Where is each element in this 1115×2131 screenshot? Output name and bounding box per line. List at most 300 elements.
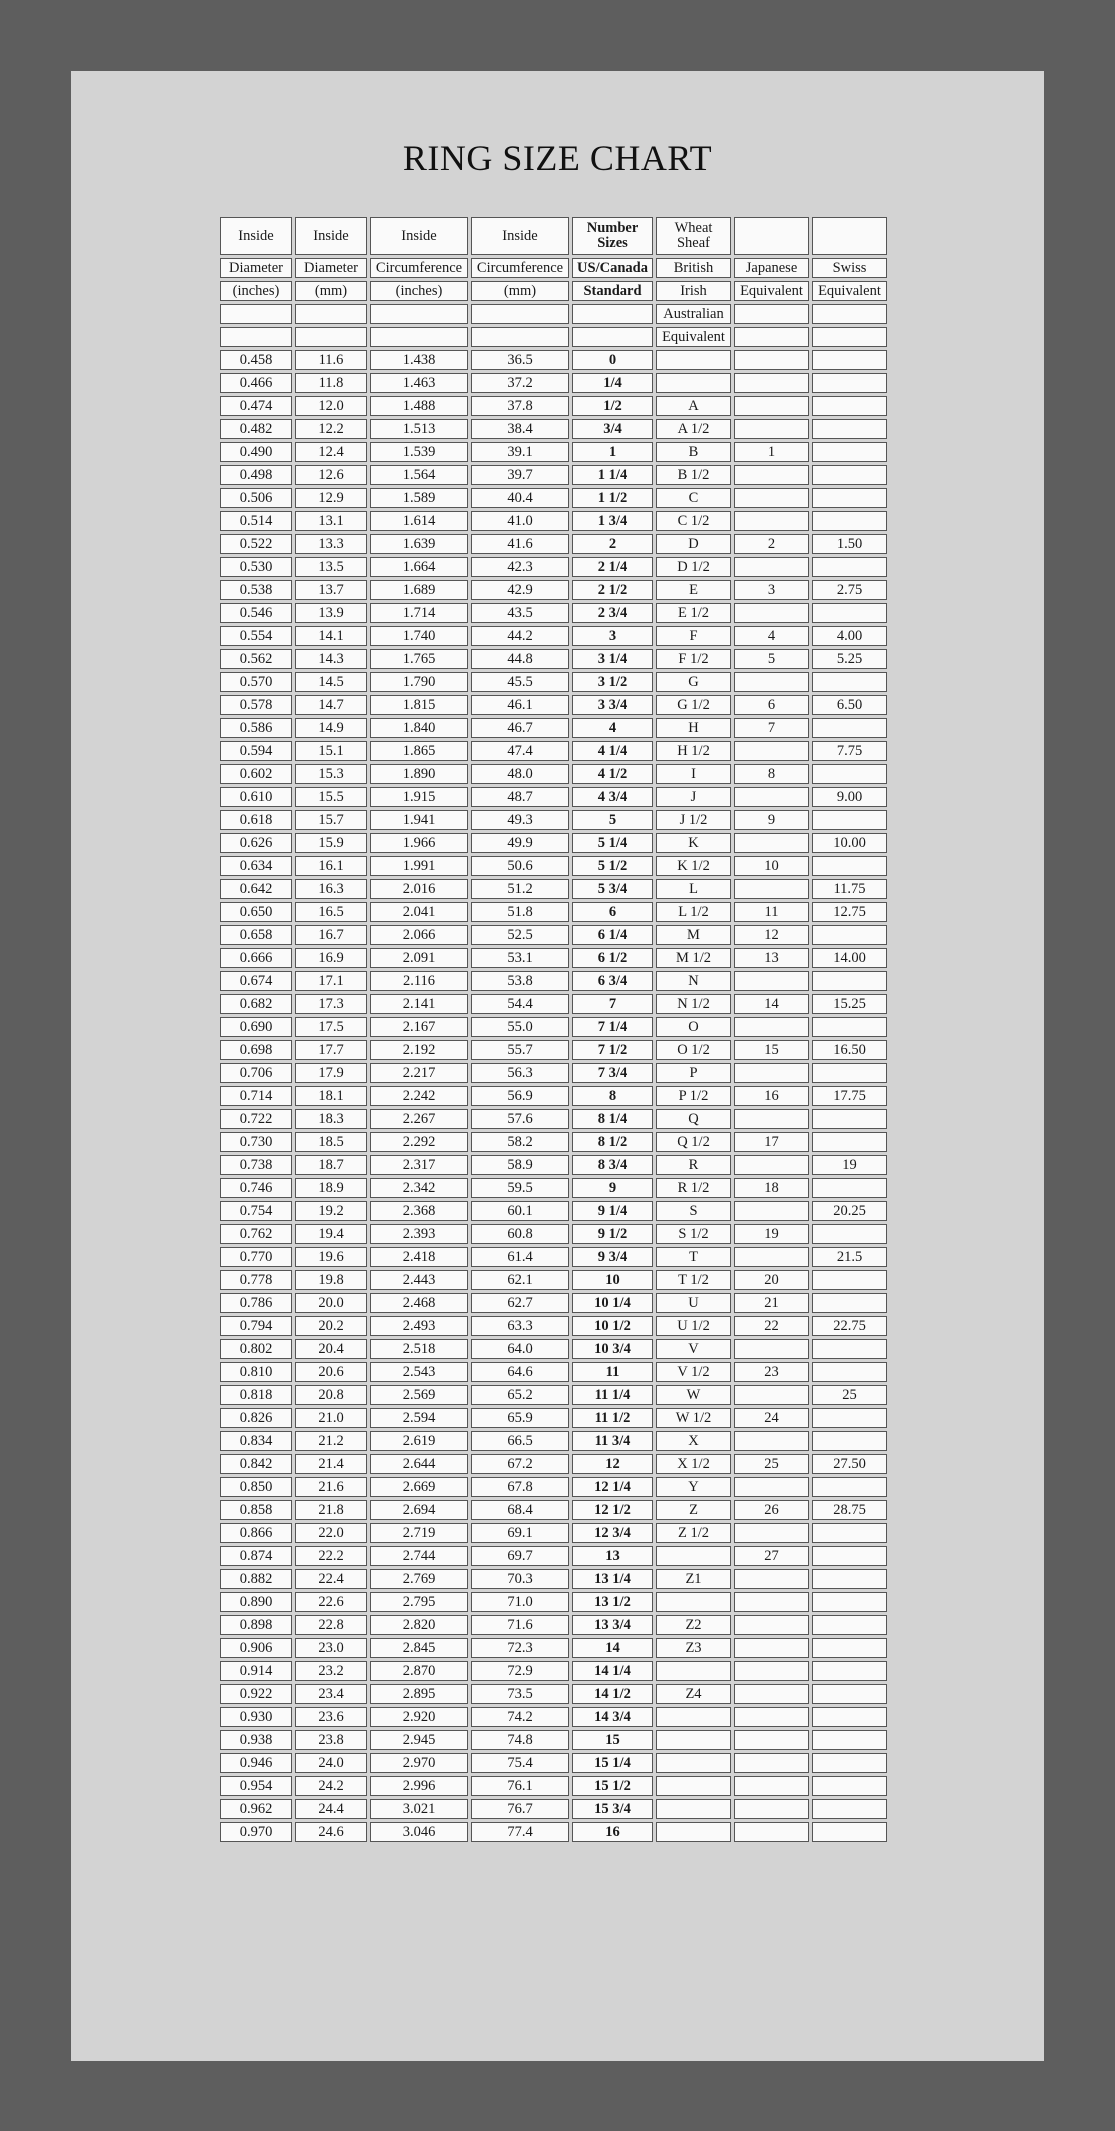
body-cell-us-canada: 1/2 <box>572 396 653 416</box>
body-cell-circumference-in: 2.769 <box>370 1569 468 1589</box>
body-cell-diameter-mm: 17.1 <box>295 971 367 991</box>
body-cell-circumference-in: 2.468 <box>370 1293 468 1313</box>
header-cell-japanese: Equivalent <box>734 281 809 301</box>
body-cell-circumference-in: 2.041 <box>370 902 468 922</box>
body-cell-circumference-in: 2.644 <box>370 1454 468 1474</box>
body-cell-us-canada: 13 <box>572 1546 653 1566</box>
body-cell-circumference-mm: 72.3 <box>471 1638 569 1658</box>
body-cell-swiss: 11.75 <box>812 879 887 899</box>
body-cell-circumference-mm: 65.9 <box>471 1408 569 1428</box>
body-cell-diameter-mm: 22.0 <box>295 1523 367 1543</box>
header-cell-circumference-mm: Circumference <box>471 258 569 278</box>
body-cell-diameter-in: 0.898 <box>220 1615 292 1635</box>
table-row <box>220 488 887 508</box>
body-cell-swiss <box>812 1753 887 1773</box>
body-cell-swiss <box>812 1661 887 1681</box>
body-cell-us-canada: 7 1/2 <box>572 1040 653 1060</box>
table-row <box>220 1638 887 1658</box>
header-cell-circumference-in <box>370 304 468 324</box>
body-cell-diameter-mm: 20.8 <box>295 1385 367 1405</box>
body-cell-swiss <box>812 603 887 623</box>
body-cell-diameter-mm: 12.9 <box>295 488 367 508</box>
body-cell-japanese <box>734 1155 809 1175</box>
body-cell-swiss <box>812 1546 887 1566</box>
body-cell-circumference-mm: 64.6 <box>471 1362 569 1382</box>
body-cell-circumference-in: 2.594 <box>370 1408 468 1428</box>
header-cell-circumference-in: Inside <box>370 217 468 255</box>
body-cell-diameter-mm: 14.3 <box>295 649 367 669</box>
body-cell-circumference-mm: 39.1 <box>471 442 569 462</box>
table-row <box>220 879 887 899</box>
table-row <box>220 833 887 853</box>
table-row <box>220 1523 887 1543</box>
body-cell-diameter-in: 0.634 <box>220 856 292 876</box>
body-cell-diameter-in: 0.506 <box>220 488 292 508</box>
body-cell-japanese <box>734 1477 809 1497</box>
body-cell-diameter-mm: 16.9 <box>295 948 367 968</box>
body-cell-japanese: 4 <box>734 626 809 646</box>
body-cell-japanese: 22 <box>734 1316 809 1336</box>
header-cell-us-canada: Standard <box>572 281 653 301</box>
header-cell-circumference-mm: (mm) <box>471 281 569 301</box>
table-row <box>220 1776 887 1796</box>
body-cell-diameter-mm: 14.9 <box>295 718 367 738</box>
body-cell-british: Z4 <box>656 1684 731 1704</box>
body-cell-circumference-in: 2.192 <box>370 1040 468 1060</box>
body-cell-japanese: 7 <box>734 718 809 738</box>
header-cell-us-canada: Number Sizes <box>572 217 653 255</box>
body-cell-us-canada: 2 1/4 <box>572 557 653 577</box>
ring-size-table <box>217 214 890 1845</box>
body-cell-japanese <box>734 1661 809 1681</box>
body-cell-swiss <box>812 1569 887 1589</box>
body-cell-circumference-mm: 38.4 <box>471 419 569 439</box>
body-cell-diameter-in: 0.586 <box>220 718 292 738</box>
body-cell-us-canada: 15 3/4 <box>572 1799 653 1819</box>
body-cell-us-canada: 6 <box>572 902 653 922</box>
body-cell-british: B <box>656 442 731 462</box>
body-cell-us-canada: 14 1/2 <box>572 1684 653 1704</box>
header-cell-japanese <box>734 217 809 255</box>
body-cell-circumference-mm: 44.2 <box>471 626 569 646</box>
body-cell-us-canada: 3 1/4 <box>572 649 653 669</box>
body-cell-circumference-in: 2.393 <box>370 1224 468 1244</box>
body-cell-diameter-mm: 23.6 <box>295 1707 367 1727</box>
body-cell-diameter-in: 0.938 <box>220 1730 292 1750</box>
body-cell-british <box>656 1753 731 1773</box>
body-cell-us-canada: 12 1/4 <box>572 1477 653 1497</box>
body-cell-circumference-in: 2.493 <box>370 1316 468 1336</box>
body-cell-japanese: 17 <box>734 1132 809 1152</box>
body-cell-diameter-mm: 21.8 <box>295 1500 367 1520</box>
body-cell-diameter-mm: 14.5 <box>295 672 367 692</box>
body-cell-british <box>656 373 731 393</box>
table-row <box>220 557 887 577</box>
body-cell-japanese <box>734 511 809 531</box>
body-cell-circumference-mm: 53.8 <box>471 971 569 991</box>
body-cell-circumference-in: 2.895 <box>370 1684 468 1704</box>
body-cell-japanese <box>734 1707 809 1727</box>
table-row <box>220 534 887 554</box>
header-cell-circumference-in: Circumference <box>370 258 468 278</box>
body-cell-diameter-in: 0.922 <box>220 1684 292 1704</box>
body-cell-japanese <box>734 879 809 899</box>
body-cell-swiss <box>812 718 887 738</box>
body-cell-us-canada: 10 3/4 <box>572 1339 653 1359</box>
body-cell-diameter-in: 0.570 <box>220 672 292 692</box>
body-cell-swiss: 19 <box>812 1155 887 1175</box>
body-cell-circumference-mm: 72.9 <box>471 1661 569 1681</box>
table-row <box>220 1063 887 1083</box>
body-cell-us-canada: 5 <box>572 810 653 830</box>
body-cell-diameter-in: 0.778 <box>220 1270 292 1290</box>
body-cell-circumference-in: 2.719 <box>370 1523 468 1543</box>
body-cell-circumference-in: 1.915 <box>370 787 468 807</box>
body-cell-circumference-in: 2.167 <box>370 1017 468 1037</box>
body-cell-diameter-in: 0.746 <box>220 1178 292 1198</box>
body-cell-british <box>656 1822 731 1842</box>
body-cell-diameter-mm: 13.9 <box>295 603 367 623</box>
body-cell-diameter-mm: 20.0 <box>295 1293 367 1313</box>
body-cell-us-canada: 2 <box>572 534 653 554</box>
header-cell-british: Equivalent <box>656 327 731 347</box>
body-cell-british: E 1/2 <box>656 603 731 623</box>
table-row <box>220 1132 887 1152</box>
body-cell-diameter-in: 0.610 <box>220 787 292 807</box>
table-row <box>220 603 887 623</box>
body-cell-british <box>656 350 731 370</box>
body-cell-japanese: 6 <box>734 695 809 715</box>
body-cell-diameter-mm: 19.2 <box>295 1201 367 1221</box>
body-cell-us-canada: 6 1/2 <box>572 948 653 968</box>
body-cell-diameter-in: 0.738 <box>220 1155 292 1175</box>
table-row <box>220 1730 887 1750</box>
header-cell-us-canada <box>572 304 653 324</box>
body-cell-circumference-mm: 71.6 <box>471 1615 569 1635</box>
body-cell-diameter-in: 0.914 <box>220 1661 292 1681</box>
body-cell-diameter-in: 0.490 <box>220 442 292 462</box>
table-row <box>220 373 887 393</box>
body-cell-swiss <box>812 1707 887 1727</box>
body-cell-diameter-in: 0.546 <box>220 603 292 623</box>
body-cell-diameter-in: 0.562 <box>220 649 292 669</box>
table-row <box>220 856 887 876</box>
body-cell-japanese <box>734 465 809 485</box>
body-cell-circumference-in: 1.765 <box>370 649 468 669</box>
header-cell-british: Wheat Sheaf <box>656 217 731 255</box>
body-cell-japanese <box>734 1730 809 1750</box>
body-cell-circumference-in: 2.543 <box>370 1362 468 1382</box>
body-cell-circumference-in: 1.941 <box>370 810 468 830</box>
body-cell-circumference-in: 2.518 <box>370 1339 468 1359</box>
body-cell-diameter-in: 0.498 <box>220 465 292 485</box>
body-cell-circumference-in: 2.744 <box>370 1546 468 1566</box>
table-row <box>220 1293 887 1313</box>
body-cell-diameter-mm: 12.4 <box>295 442 367 462</box>
body-cell-diameter-mm: 18.5 <box>295 1132 367 1152</box>
table-row <box>220 1385 887 1405</box>
body-cell-japanese <box>734 1339 809 1359</box>
body-cell-british: H <box>656 718 731 738</box>
body-cell-circumference-mm: 55.7 <box>471 1040 569 1060</box>
body-cell-diameter-in: 0.882 <box>220 1569 292 1589</box>
body-cell-british: H 1/2 <box>656 741 731 761</box>
body-cell-circumference-mm: 41.6 <box>471 534 569 554</box>
body-cell-circumference-mm: 60.8 <box>471 1224 569 1244</box>
body-cell-diameter-in: 0.682 <box>220 994 292 1014</box>
body-cell-diameter-mm: 19.6 <box>295 1247 367 1267</box>
body-cell-british: B 1/2 <box>656 465 731 485</box>
body-cell-circumference-in: 3.046 <box>370 1822 468 1842</box>
body-cell-diameter-mm: 20.2 <box>295 1316 367 1336</box>
body-cell-british: F <box>656 626 731 646</box>
body-cell-diameter-mm: 15.9 <box>295 833 367 853</box>
body-cell-diameter-in: 0.602 <box>220 764 292 784</box>
body-cell-us-canada: 14 1/4 <box>572 1661 653 1681</box>
body-cell-diameter-mm: 22.2 <box>295 1546 367 1566</box>
body-cell-us-canada: 3 3/4 <box>572 695 653 715</box>
body-cell-british: P 1/2 <box>656 1086 731 1106</box>
body-cell-swiss <box>812 1362 887 1382</box>
body-cell-swiss <box>812 350 887 370</box>
body-cell-diameter-mm: 15.7 <box>295 810 367 830</box>
body-cell-circumference-mm: 43.5 <box>471 603 569 623</box>
body-cell-japanese <box>734 1063 809 1083</box>
body-cell-us-canada: 11 1/4 <box>572 1385 653 1405</box>
body-cell-diameter-in: 0.802 <box>220 1339 292 1359</box>
body-cell-swiss <box>812 810 887 830</box>
body-cell-japanese <box>734 350 809 370</box>
body-cell-japanese <box>734 1615 809 1635</box>
body-cell-swiss <box>812 1615 887 1635</box>
body-cell-swiss <box>812 1109 887 1129</box>
body-cell-japanese <box>734 1201 809 1221</box>
body-cell-japanese: 3 <box>734 580 809 600</box>
header-cell-swiss <box>812 327 887 347</box>
body-cell-circumference-mm: 42.9 <box>471 580 569 600</box>
body-cell-circumference-in: 2.292 <box>370 1132 468 1152</box>
body-cell-circumference-in: 2.694 <box>370 1500 468 1520</box>
body-cell-us-canada: 5 3/4 <box>572 879 653 899</box>
body-cell-circumference-in: 2.317 <box>370 1155 468 1175</box>
body-cell-swiss: 9.00 <box>812 787 887 807</box>
body-cell-diameter-mm: 17.3 <box>295 994 367 1014</box>
table-row <box>220 1569 887 1589</box>
body-cell-diameter-mm: 22.6 <box>295 1592 367 1612</box>
body-cell-us-canada: 7 <box>572 994 653 1014</box>
body-cell-japanese: 19 <box>734 1224 809 1244</box>
body-cell-swiss <box>812 856 887 876</box>
body-cell-diameter-mm: 23.2 <box>295 1661 367 1681</box>
body-cell-british: K <box>656 833 731 853</box>
table-row <box>220 1270 887 1290</box>
body-cell-circumference-in: 1.790 <box>370 672 468 692</box>
body-cell-us-canada: 4 1/2 <box>572 764 653 784</box>
body-cell-british: R 1/2 <box>656 1178 731 1198</box>
body-cell-diameter-mm: 15.3 <box>295 764 367 784</box>
body-cell-circumference-mm: 69.1 <box>471 1523 569 1543</box>
body-cell-circumference-mm: 74.8 <box>471 1730 569 1750</box>
body-cell-british: V <box>656 1339 731 1359</box>
body-cell-swiss: 16.50 <box>812 1040 887 1060</box>
body-cell-diameter-in: 0.578 <box>220 695 292 715</box>
body-cell-circumference-mm: 62.7 <box>471 1293 569 1313</box>
body-cell-us-canada: 5 1/4 <box>572 833 653 853</box>
header-row <box>220 304 887 324</box>
body-cell-japanese <box>734 672 809 692</box>
body-cell-circumference-mm: 62.1 <box>471 1270 569 1290</box>
body-cell-swiss <box>812 1730 887 1750</box>
body-cell-diameter-in: 0.482 <box>220 419 292 439</box>
table-row <box>220 1362 887 1382</box>
body-cell-circumference-in: 2.418 <box>370 1247 468 1267</box>
body-cell-us-canada: 3 <box>572 626 653 646</box>
body-cell-us-canada: 13 1/2 <box>572 1592 653 1612</box>
body-cell-swiss: 27.50 <box>812 1454 887 1474</box>
body-cell-british: F 1/2 <box>656 649 731 669</box>
table-row <box>220 1339 887 1359</box>
header-cell-diameter-in: Diameter <box>220 258 292 278</box>
body-cell-british: O 1/2 <box>656 1040 731 1060</box>
body-cell-diameter-mm: 23.0 <box>295 1638 367 1658</box>
table-row <box>220 1178 887 1198</box>
body-cell-british: N <box>656 971 731 991</box>
body-cell-swiss <box>812 1523 887 1543</box>
body-cell-circumference-mm: 36.5 <box>471 350 569 370</box>
body-cell-diameter-in: 0.554 <box>220 626 292 646</box>
table-row <box>220 626 887 646</box>
header-cell-diameter-mm <box>295 304 367 324</box>
body-cell-british: Z3 <box>656 1638 731 1658</box>
body-cell-japanese <box>734 1822 809 1842</box>
body-cell-us-canada: 9 <box>572 1178 653 1198</box>
body-cell-circumference-in: 1.714 <box>370 603 468 623</box>
body-cell-circumference-mm: 56.3 <box>471 1063 569 1083</box>
body-cell-us-canada: 4 3/4 <box>572 787 653 807</box>
table-row <box>220 350 887 370</box>
body-cell-circumference-mm: 70.3 <box>471 1569 569 1589</box>
body-cell-circumference-mm: 54.4 <box>471 994 569 1014</box>
body-cell-swiss <box>812 1408 887 1428</box>
body-cell-swiss <box>812 764 887 784</box>
body-cell-us-canada: 15 1/2 <box>572 1776 653 1796</box>
body-cell-swiss: 17.75 <box>812 1086 887 1106</box>
body-cell-us-canada: 5 1/2 <box>572 856 653 876</box>
body-cell-us-canada: 10 1/4 <box>572 1293 653 1313</box>
table-row <box>220 810 887 830</box>
body-cell-swiss: 4.00 <box>812 626 887 646</box>
body-cell-diameter-in: 0.754 <box>220 1201 292 1221</box>
body-cell-circumference-mm: 76.1 <box>471 1776 569 1796</box>
body-cell-japanese <box>734 1247 809 1267</box>
table-row <box>220 925 887 945</box>
body-cell-swiss: 12.75 <box>812 902 887 922</box>
body-cell-swiss: 21.5 <box>812 1247 887 1267</box>
body-cell-british: R <box>656 1155 731 1175</box>
body-cell-diameter-in: 0.594 <box>220 741 292 761</box>
body-cell-swiss <box>812 672 887 692</box>
body-cell-japanese: 8 <box>734 764 809 784</box>
body-cell-swiss: 10.00 <box>812 833 887 853</box>
body-cell-swiss: 1.50 <box>812 534 887 554</box>
body-cell-circumference-mm: 39.7 <box>471 465 569 485</box>
body-cell-circumference-in: 3.021 <box>370 1799 468 1819</box>
header-cell-diameter-mm: (mm) <box>295 281 367 301</box>
body-cell-diameter-mm: 18.7 <box>295 1155 367 1175</box>
header-cell-circumference-mm <box>471 304 569 324</box>
table-row <box>220 1017 887 1037</box>
body-cell-japanese <box>734 1431 809 1451</box>
body-cell-circumference-in: 1.614 <box>370 511 468 531</box>
table-row <box>220 1707 887 1727</box>
body-cell-swiss <box>812 1684 887 1704</box>
header-cell-swiss: Swiss <box>812 258 887 278</box>
body-cell-circumference-in: 1.966 <box>370 833 468 853</box>
body-cell-circumference-mm: 53.1 <box>471 948 569 968</box>
body-cell-japanese: 15 <box>734 1040 809 1060</box>
body-cell-swiss <box>812 925 887 945</box>
table-row <box>220 1454 887 1474</box>
table-row <box>220 695 887 715</box>
body-cell-british: K 1/2 <box>656 856 731 876</box>
body-cell-swiss <box>812 396 887 416</box>
body-cell-circumference-mm: 71.0 <box>471 1592 569 1612</box>
body-cell-circumference-in: 1.689 <box>370 580 468 600</box>
body-cell-diameter-mm: 19.4 <box>295 1224 367 1244</box>
body-cell-swiss <box>812 557 887 577</box>
body-cell-swiss: 7.75 <box>812 741 887 761</box>
header-cell-diameter-mm: Inside <box>295 217 367 255</box>
body-cell-circumference-in: 1.664 <box>370 557 468 577</box>
body-cell-japanese: 13 <box>734 948 809 968</box>
body-cell-us-canada: 8 <box>572 1086 653 1106</box>
body-cell-japanese <box>734 971 809 991</box>
body-cell-japanese: 1 <box>734 442 809 462</box>
body-cell-circumference-mm: 74.2 <box>471 1707 569 1727</box>
table-row <box>220 1431 887 1451</box>
body-cell-us-canada: 11 <box>572 1362 653 1382</box>
body-cell-diameter-in: 0.826 <box>220 1408 292 1428</box>
body-cell-british <box>656 1707 731 1727</box>
body-cell-circumference-in: 1.840 <box>370 718 468 738</box>
body-cell-circumference-in: 2.267 <box>370 1109 468 1129</box>
body-cell-circumference-in: 2.970 <box>370 1753 468 1773</box>
body-cell-japanese: 2 <box>734 534 809 554</box>
table-body <box>220 350 887 1842</box>
body-cell-british: Z <box>656 1500 731 1520</box>
body-cell-japanese: 23 <box>734 1362 809 1382</box>
body-cell-circumference-in: 1.890 <box>370 764 468 784</box>
header-cell-japanese <box>734 304 809 324</box>
body-cell-british <box>656 1730 731 1750</box>
body-cell-british: U <box>656 1293 731 1313</box>
body-cell-british: G 1/2 <box>656 695 731 715</box>
body-cell-british: U 1/2 <box>656 1316 731 1336</box>
header-cell-us-canada: US/Canada <box>572 258 653 278</box>
body-cell-diameter-mm: 19.8 <box>295 1270 367 1290</box>
body-cell-diameter-in: 0.874 <box>220 1546 292 1566</box>
body-cell-diameter-mm: 12.6 <box>295 465 367 485</box>
body-cell-diameter-mm: 14.7 <box>295 695 367 715</box>
body-cell-circumference-mm: 57.6 <box>471 1109 569 1129</box>
body-cell-british: J <box>656 787 731 807</box>
body-cell-us-canada: 16 <box>572 1822 653 1842</box>
body-cell-diameter-mm: 22.4 <box>295 1569 367 1589</box>
body-cell-diameter-in: 0.466 <box>220 373 292 393</box>
body-cell-circumference-in: 1.639 <box>370 534 468 554</box>
body-cell-diameter-in: 0.962 <box>220 1799 292 1819</box>
body-cell-swiss <box>812 1776 887 1796</box>
